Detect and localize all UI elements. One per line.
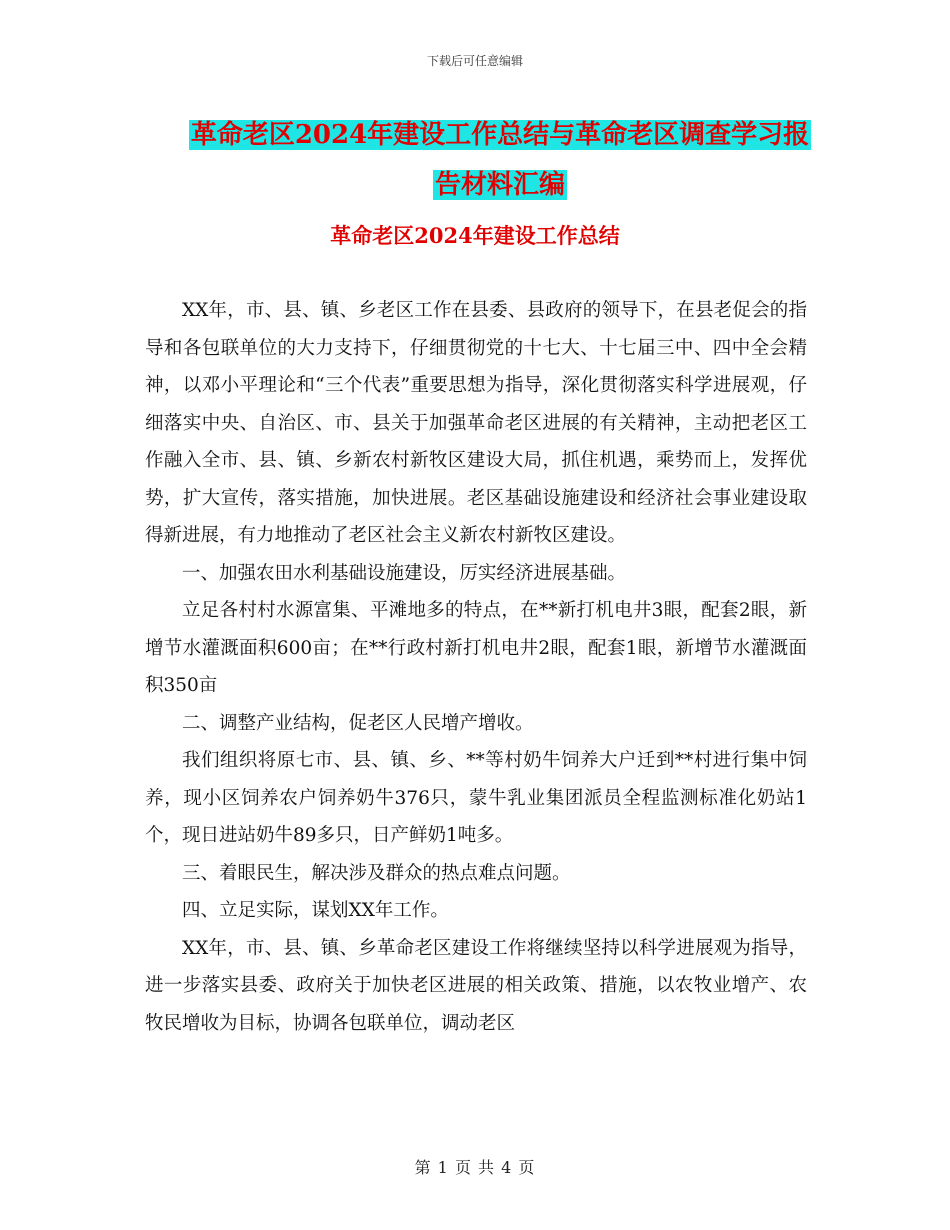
paragraph-heading: 一、加强农田水利基础设施建设，厉实经济进展基础。: [182, 562, 627, 584]
section-title: 革命老区2024年建设工作总结: [330, 223, 620, 248]
document-title-line-1: 革命老区2024年建设工作总结与革命老区调查学习报: [190, 120, 810, 150]
document-title-line-2: 告材料汇编: [434, 170, 565, 200]
paragraph-heading: 三、着眼民生，解决涉及群众的热点难点问题。: [182, 862, 571, 884]
paragraph-heading: 四、立足实际，谋划XX年工作。: [182, 900, 449, 921]
paragraph: XX年，市、县、镇、乡革命老区建设工作将继续坚持以科学进展观为指导，进一步落实县委、政府关于加快老区进展的相关政策、措施，以农牧业增产、农牧民增收为目标，协调各包联单位，调动老区: [145, 937, 807, 1034]
document-title: [140, 110, 860, 210]
page-footer: 第 1 页 共 4 页: [414, 1158, 536, 1177]
header-note: 下载后可任意编辑: [426, 54, 523, 68]
paragraph: XX年，市、县、镇、乡老区工作在县委、县政府的领导下，在县老促会的指导和各包联单位的大力支持下，仔细贯彻党的十七大、十七届三中、四中全会精神，以邓小平理论和“三个代表”重要思想为指导，深化贯彻落实科学进展观，仔细落实中央、自治区、市、县关于加强革命老区进展的有关精神，主动把老区工作融入全市、县、镇、乡新农村新牧区建设大局，抓住机遇，乘势而上，发挥优势，扩大宣传，落实措施，加快进展。老区基础设施建设和经济社会事业建设取得新进展，有力地推动了老区社会主义新农村新牧区建设。: [145, 300, 807, 546]
body-text: [145, 292, 807, 1042]
paragraph-heading: 二、调整产业结构，促老区人民增产增收。: [182, 712, 534, 734]
paragraph: 我们组织将原七市、县、镇、乡、**等村奶牛饲养大户迁到**村进行集中饲养，现小区饲养农户饲养奶牛376只，蒙牛乳业集团派员全程监测标准化奶站1个，现日进站奶牛89多只，日产鲜奶1吨多。: [145, 750, 807, 846]
paragraph: 立足各村村水源富集、平滩地多的特点，在**新打机电井3眼，配套2眼，新增节水灌溉面积600亩；在**行政村新打机电井2眼，配套1眼，新增节水灌溉面积350亩: [145, 600, 807, 696]
